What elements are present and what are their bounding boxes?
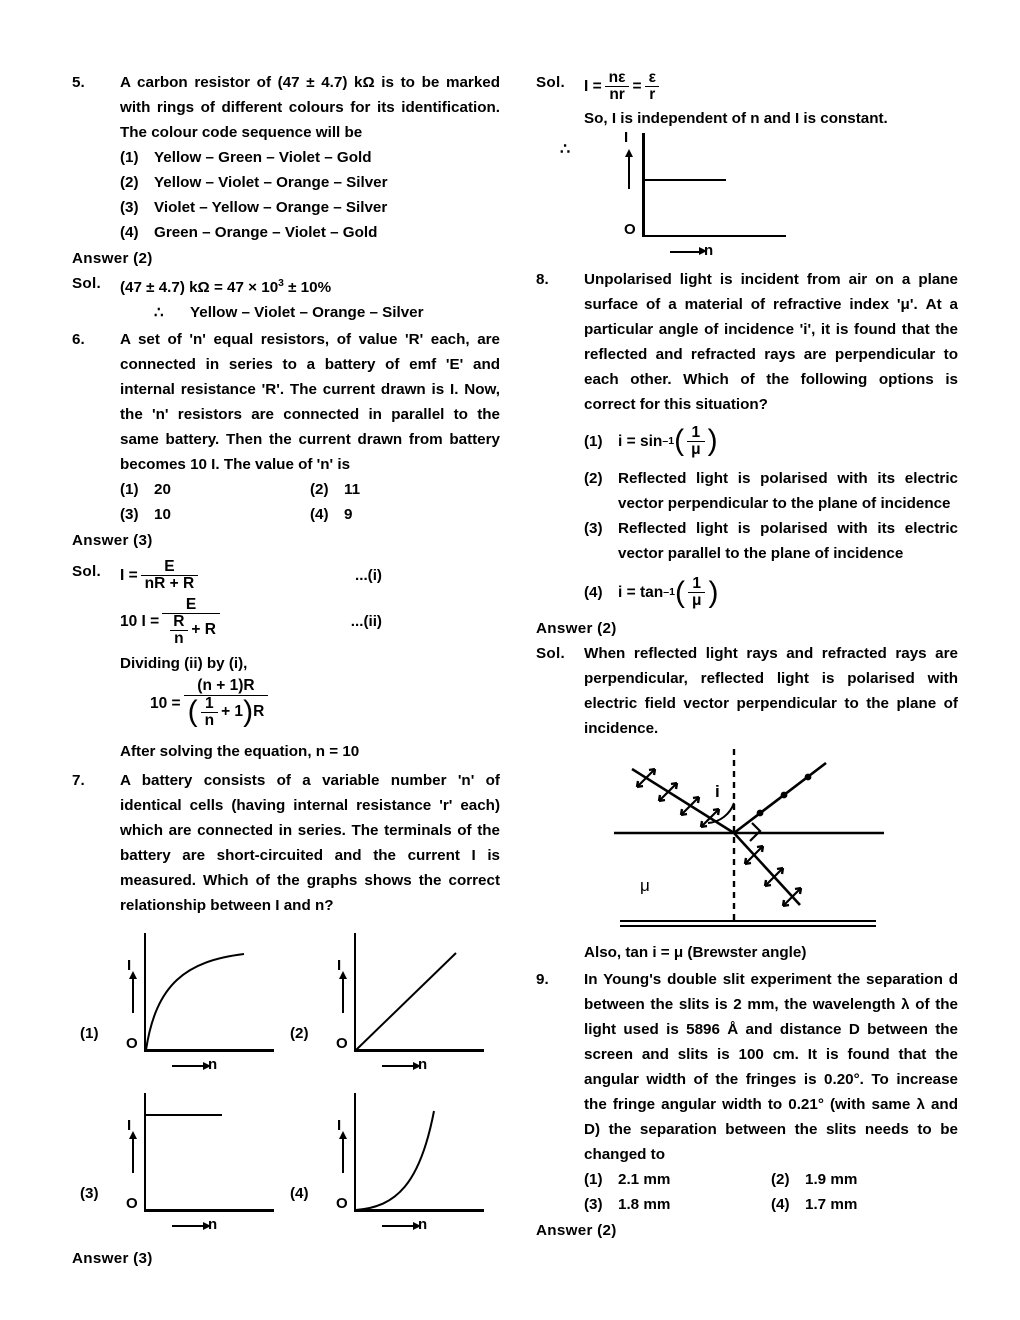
- solution-line-2: [154, 300, 500, 325]
- question-8: [536, 267, 958, 417]
- option-label: 20: [154, 481, 171, 499]
- equation-current: [584, 70, 663, 104]
- fraction: [141, 559, 199, 593]
- formula-function: sin: [639, 432, 663, 450]
- curve-saturating: [116, 929, 284, 1079]
- graph-option-marker: (3): [80, 1184, 99, 1202]
- brewster-note: Also, tan i = μ (Brewster angle): [584, 943, 807, 961]
- question-8-text: Unpolarised light is incident from air on a plane surface of a material of refractive index 'μ'. At a particular angle of incidence 'i', it is found that the reflected and refracted rays are perpendicular to each other. Which of the following options is correct for this situation?: [584, 270, 958, 413]
- fraction-numerator: nε: [608, 69, 626, 86]
- option-label: 2.1 mm: [618, 1170, 671, 1188]
- left-paren: (: [674, 424, 685, 458]
- question-6: [72, 327, 500, 477]
- option-marker: (2): [310, 481, 329, 499]
- x-axis: [642, 235, 786, 238]
- question-7-graph-options: [80, 924, 500, 1244]
- option-marker: (3): [584, 520, 603, 538]
- x-axis-label: n: [418, 1056, 428, 1074]
- brewster-ray-diagram: [584, 745, 958, 940]
- refracted-ray: [734, 833, 800, 905]
- graph-option-1[interactable]: [80, 924, 290, 1084]
- graph-option-3[interactable]: [80, 1084, 290, 1244]
- medium-label: μ: [640, 875, 650, 895]
- question-8-options: [584, 425, 958, 610]
- fraction-numerator: (n + 1)R: [197, 677, 255, 695]
- fraction: [688, 576, 705, 610]
- fraction-denominator: r: [645, 86, 659, 103]
- question-5-answer: Answer (2): [72, 250, 153, 267]
- option-marker: (2): [584, 470, 603, 488]
- x-axis-label: n: [418, 1216, 428, 1234]
- equation-tag: ...(ii): [350, 613, 382, 631]
- option-row[interactable]: [584, 516, 958, 566]
- graph-option-marker: (2): [290, 1024, 309, 1042]
- denominator-tail: R: [253, 703, 265, 721]
- y-axis-label: I: [337, 957, 342, 975]
- graph-axes: [116, 929, 284, 1079]
- option-label: Yellow – Violet – Orange – Silver: [154, 174, 388, 191]
- option-row[interactable]: [120, 502, 310, 527]
- option-marker: (2): [120, 174, 139, 191]
- question-9-options: [584, 1167, 958, 1217]
- option-pair: [584, 1167, 958, 1192]
- option-row[interactable]: [771, 1192, 958, 1217]
- graph-option-2[interactable]: [290, 924, 500, 1084]
- question-7-number: 7.: [72, 772, 85, 790]
- inner-numerator: R: [173, 612, 185, 630]
- option-marker: (4): [120, 224, 139, 241]
- solution-label: Sol.: [72, 275, 102, 292]
- y-axis-arrow-icon: [628, 155, 630, 189]
- option-label: 9: [344, 506, 353, 524]
- solution-equation: [584, 70, 958, 104]
- option-row[interactable]: [584, 425, 958, 459]
- graph-axes: [326, 929, 494, 1079]
- origin-label: O: [126, 1035, 138, 1053]
- option-marker: (3): [120, 199, 139, 216]
- fraction-1: [605, 70, 630, 104]
- option-row[interactable]: [120, 145, 500, 170]
- angle-label: i: [715, 781, 720, 801]
- solution-text: When reflected light rays and refracted rays are perpendicular, reflected light is polarised with electric field vector perpendicular to the plane of incidence.: [584, 644, 958, 737]
- equation-lhs: 10 =: [150, 694, 181, 712]
- question-6-number: 6.: [72, 331, 85, 349]
- y-axis-label: I: [624, 128, 629, 146]
- question-9-text: In Young's double slit experiment the separation d between the slits is 2 mm, the wavelength λ of the light used is 5896 Å and distance D between the screen and slits is 100 cm. It is found that the angular width of the fringes is 0.20°. To increase the fringe angular width to 0.21° (with same λ and D) the separation between the slits needs to be changed to: [584, 970, 958, 1163]
- formula-lhs: i =: [618, 432, 636, 450]
- option-marker: (4): [310, 506, 329, 524]
- x-axis-label: n: [208, 1216, 218, 1234]
- y-axis-label: I: [127, 1117, 132, 1135]
- question-5-options: [120, 145, 500, 245]
- solution-expression-post: ± 10%: [283, 279, 332, 297]
- fraction-denominator: nR + R: [141, 575, 199, 592]
- option-row[interactable]: [120, 195, 500, 220]
- question-7-text: A battery consists of a variable number 'n' of identical cells (having internal resistance 'r' each) which are connected in series. The terminals of the battery are short-circuited and the current I is measured. Which of the graphs shows the correct relationship between I and n?: [120, 772, 500, 915]
- option-pair: [120, 502, 500, 527]
- option-row[interactable]: [310, 502, 500, 527]
- solution-equation-2: [120, 597, 500, 648]
- fraction-denominator: [184, 695, 269, 730]
- y-axis-label: I: [337, 1117, 342, 1135]
- inner-denominator: n: [201, 712, 218, 729]
- option-label: 1.8 mm: [618, 1195, 671, 1213]
- polarisation-dot: [757, 809, 764, 816]
- formula-function: tan: [639, 584, 664, 602]
- solution-expression-pre: (47 ± 4.7) kΩ = 47 × 10: [120, 279, 279, 297]
- option-marker: (3): [584, 1195, 603, 1213]
- option-row[interactable]: [584, 466, 958, 516]
- equation-tag: ...(i): [355, 567, 382, 585]
- fraction: [687, 425, 704, 459]
- inner-numerator: 1: [205, 694, 214, 712]
- x-axis-label: n: [704, 241, 714, 259]
- therefore-icon: ∴: [560, 140, 571, 158]
- origin-label: O: [336, 1195, 348, 1213]
- polarisation-dot: [805, 773, 812, 780]
- left-paren: (: [674, 575, 685, 609]
- formula-exponent: –1: [662, 434, 675, 447]
- question-8-answer: Answer (2): [536, 619, 617, 637]
- question-5-number: 5.: [72, 74, 85, 91]
- two-column-layout: [72, 70, 958, 1271]
- curve-linear: [326, 929, 494, 1079]
- equals-sign: =: [632, 78, 642, 96]
- reflected-ray: [734, 763, 826, 833]
- fraction-numerator: E: [164, 558, 175, 576]
- equation-lhs: I =: [120, 567, 138, 585]
- fraction-2: [645, 70, 660, 104]
- question-6-solution: [72, 559, 500, 593]
- option-row[interactable]: [584, 576, 958, 610]
- curve-constant: [116, 1089, 284, 1239]
- question-5-text: A carbon resistor of (47 ± 4.7) kΩ is to be marked with rings of different colours for its identification. The colour code sequence will be: [120, 74, 500, 141]
- solution-exponent: 3: [278, 278, 284, 289]
- question-9: [536, 967, 958, 1167]
- solution-label: Sol.: [72, 563, 102, 581]
- equation-lhs: I =: [584, 78, 602, 96]
- right-column: [536, 70, 958, 1243]
- option-row[interactable]: [584, 1192, 771, 1217]
- solution-line-1: [120, 271, 500, 300]
- option-row[interactable]: [771, 1167, 958, 1192]
- solution-equation-1: [120, 559, 500, 593]
- option-row[interactable]: [120, 170, 500, 195]
- optics-diagram-svg: [584, 745, 904, 935]
- fraction-numerator: 1: [692, 575, 701, 593]
- option-marker: (3): [120, 506, 139, 524]
- option-row[interactable]: [120, 477, 310, 502]
- equation-3: [150, 678, 271, 729]
- y-axis: [642, 133, 645, 237]
- option-label: Violet – Yellow – Orange – Silver: [154, 199, 388, 216]
- dividing-text: Dividing (ii) by (i),: [120, 655, 248, 673]
- question-7: [72, 768, 500, 918]
- question-5-solution: [72, 271, 500, 300]
- formula-lhs: i =: [618, 584, 636, 602]
- option-label: Reflected light is polarised with its electric vector perpendicular to the plane of incidence: [618, 470, 958, 513]
- option-marker: (1): [120, 149, 139, 166]
- origin-label: O: [126, 1195, 138, 1213]
- solution-statement: So, I is independent of n and I is constant.: [584, 109, 888, 127]
- right-paren: ): [243, 695, 254, 729]
- question-8-solution: [536, 641, 958, 741]
- equation-lhs: 10 I =: [120, 612, 160, 630]
- graph-axes: [116, 1089, 284, 1239]
- after-solving-text: After solving the equation, n = 10: [120, 743, 360, 761]
- option-label: 10: [154, 506, 171, 524]
- origin-label: O: [624, 220, 636, 238]
- option-formula-sin: [618, 425, 958, 459]
- option-formula-tan: [618, 576, 958, 610]
- polarisation-dot: [781, 791, 788, 798]
- therefore-icon: ∴: [154, 304, 164, 322]
- question-5: [72, 70, 500, 145]
- option-label: Green – Orange – Violet – Gold: [154, 224, 378, 241]
- question-7-solution: [536, 70, 958, 104]
- fraction-numerator: 1: [691, 423, 701, 441]
- equation-2: [120, 597, 223, 648]
- x-axis-label: n: [208, 1056, 218, 1074]
- option-row[interactable]: [120, 220, 500, 245]
- inner-denominator: n: [170, 630, 187, 647]
- left-column: [72, 70, 500, 1271]
- option-marker: (1): [584, 1170, 603, 1188]
- option-label: 11: [344, 481, 361, 499]
- x-axis-arrow-icon: [670, 251, 700, 253]
- fraction-numerator: ε: [648, 69, 656, 86]
- question-8-number: 8.: [536, 270, 549, 288]
- solution-equation-3: [120, 678, 500, 729]
- option-label: Yellow – Green – Violet – Gold: [154, 149, 372, 166]
- option-marker: (1): [120, 481, 139, 499]
- denominator-suffix: + R: [191, 621, 216, 639]
- option-pair: [120, 477, 500, 502]
- graph-option-marker: (1): [80, 1024, 99, 1042]
- formula-exponent: –1: [663, 586, 675, 599]
- question-6-options: [120, 477, 500, 527]
- option-marker: (4): [771, 1195, 790, 1213]
- option-pair: [584, 1192, 958, 1217]
- solution-graph: [560, 128, 846, 263]
- option-label: Reflected light is polarised with its electric vector parallel to the plane of incidence: [618, 520, 958, 563]
- option-label: 1.7 mm: [805, 1195, 858, 1213]
- question-7-answer: Answer (3): [72, 1250, 153, 1268]
- option-row[interactable]: [584, 1167, 771, 1192]
- graph-option-4[interactable]: [290, 1084, 500, 1244]
- inner-fraction: [169, 614, 188, 648]
- graph-option-marker: (4): [290, 1184, 309, 1202]
- question-6-answer: Answer (3): [72, 532, 153, 550]
- fraction-denominator: μ: [688, 592, 705, 609]
- fraction: [162, 597, 220, 648]
- question-9-answer: Answer (2): [536, 1221, 617, 1239]
- option-marker: (2): [771, 1170, 790, 1188]
- constant-line: [644, 179, 726, 181]
- y-axis-label: I: [127, 957, 132, 975]
- fraction-denominator: μ: [687, 441, 704, 458]
- option-marker: (1): [584, 432, 603, 450]
- solution-label: Sol.: [536, 644, 566, 662]
- right-paren: ): [708, 575, 719, 609]
- option-marker: (4): [584, 584, 603, 602]
- left-paren: (: [187, 695, 198, 729]
- solution-label: Sol.: [536, 74, 566, 91]
- question-6-text: A set of 'n' equal resistors, of value 'R' each, are connected in series to a battery of emf 'E' and internal resistance 'R'. The current drawn is I. Now, the 'n' resistors are connected in parallel to the same battery. Then the current drawn from battery becomes 10 I. The value of 'n' is: [120, 331, 500, 474]
- equation-1: [120, 559, 201, 593]
- curve-exponential: [326, 1089, 494, 1239]
- option-label: 1.9 mm: [805, 1170, 858, 1188]
- inner-fraction: [201, 696, 218, 730]
- incident-ray: [632, 769, 734, 833]
- fraction-denominator: nr: [605, 86, 629, 103]
- option-row[interactable]: [310, 477, 500, 502]
- graph-axes: [326, 1089, 494, 1239]
- fraction-denominator: [162, 613, 220, 648]
- origin-label: O: [336, 1035, 348, 1053]
- right-paren: ): [707, 424, 718, 458]
- solution-conclusion: Yellow – Violet – Orange – Silver: [190, 304, 424, 322]
- fraction-numerator: E: [185, 595, 197, 613]
- question-9-number: 9.: [536, 970, 549, 988]
- fraction: [184, 678, 269, 729]
- paren-suffix: + 1: [221, 703, 244, 721]
